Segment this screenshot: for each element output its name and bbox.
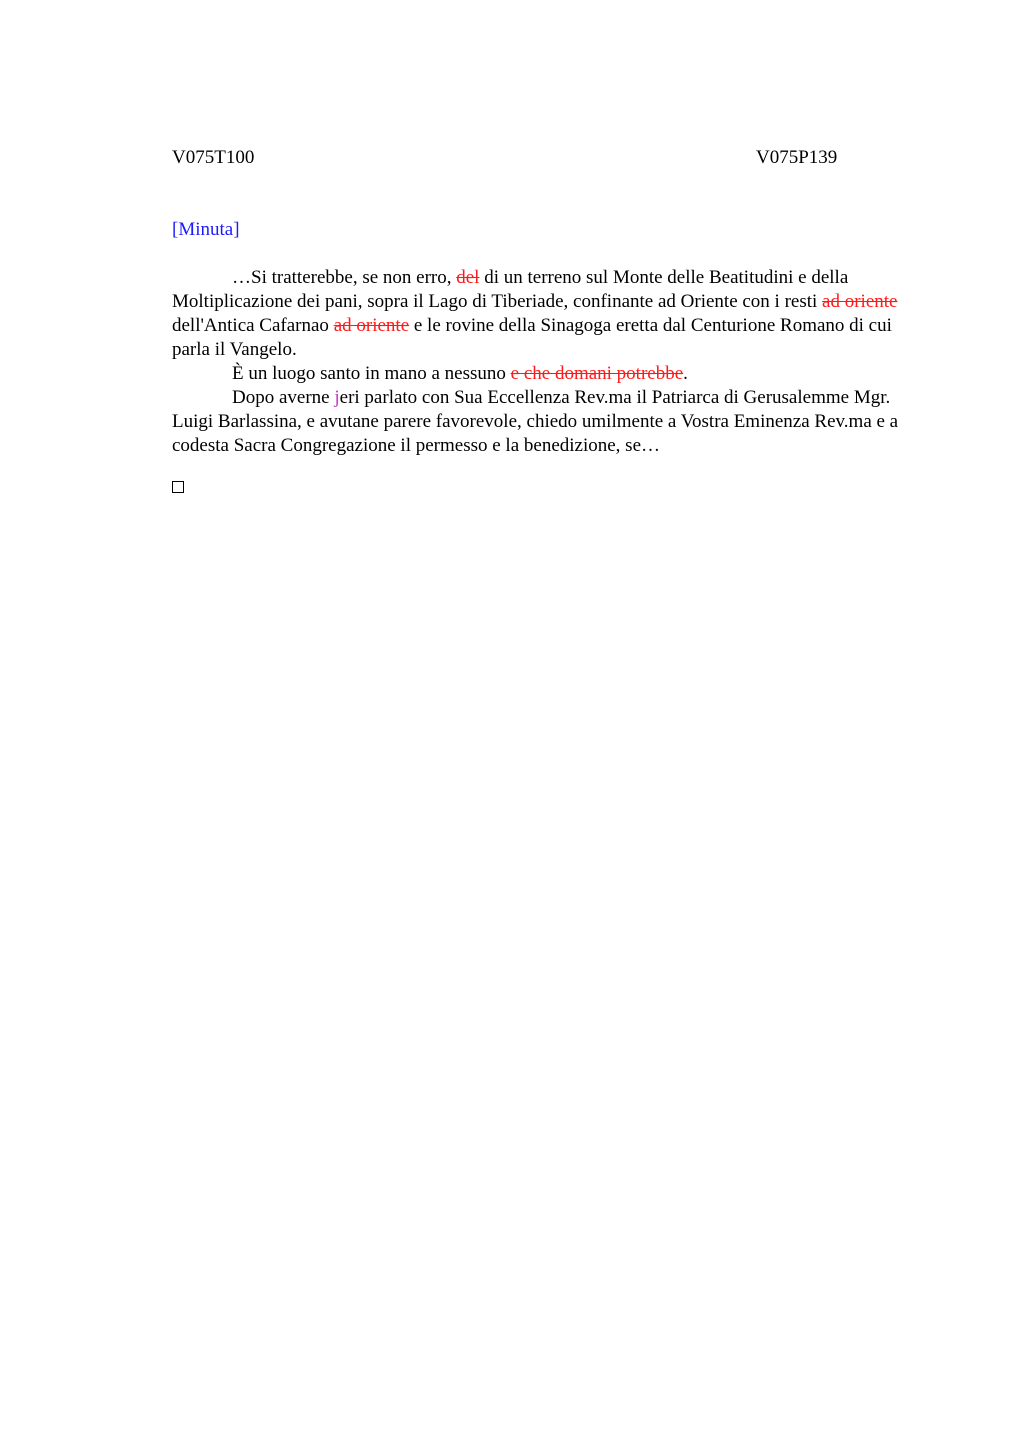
text-segment: e le rovine della Sinagoga eretta dal Centurione Romano di cui parla il Vangelo. xyxy=(172,315,892,360)
deleted-text: ad oriente xyxy=(333,315,410,336)
deleted-text: e che domani potrebbe xyxy=(510,363,684,384)
text-segment: …Si tratterebbe, se non erro, xyxy=(232,267,457,288)
deleted-text: ad oriente xyxy=(822,291,898,312)
paragraph xyxy=(172,386,917,458)
inserted-text: j xyxy=(334,387,340,408)
text-segment: di un terreno sul Monte delle Beatitudini e della Moltiplicazione dei pani, sopra il Lago di Tiberiade, confinante ad Oriente con i resti xyxy=(172,267,849,312)
letter-body xyxy=(172,266,917,458)
text-segment: . xyxy=(683,363,688,384)
section-label: [Minuta] xyxy=(172,219,240,240)
paragraph xyxy=(172,362,917,386)
document-code-right: V075P139 xyxy=(756,147,838,168)
text-segment: eri parlato con Sua Eccellenza Rev.ma il Patriarca di Gerusalemme Mgr. Luigi Barlassina, e avutane parere favorevole, chiedo umilmente a Vostra Eminenza Rev.ma e a codesta Sacra Congregazione il permesso e la benedizione, se… xyxy=(172,387,899,456)
paragraph xyxy=(172,266,917,362)
text-segment: dell'Antica Cafarnao xyxy=(172,315,334,336)
square-outline-icon xyxy=(172,481,184,493)
text-segment: Dopo averne xyxy=(232,387,335,408)
text-segment: È un luogo santo in mano a nessuno xyxy=(232,363,511,384)
deleted-text: del xyxy=(456,267,480,288)
document-code-left: V075T100 xyxy=(172,147,255,168)
